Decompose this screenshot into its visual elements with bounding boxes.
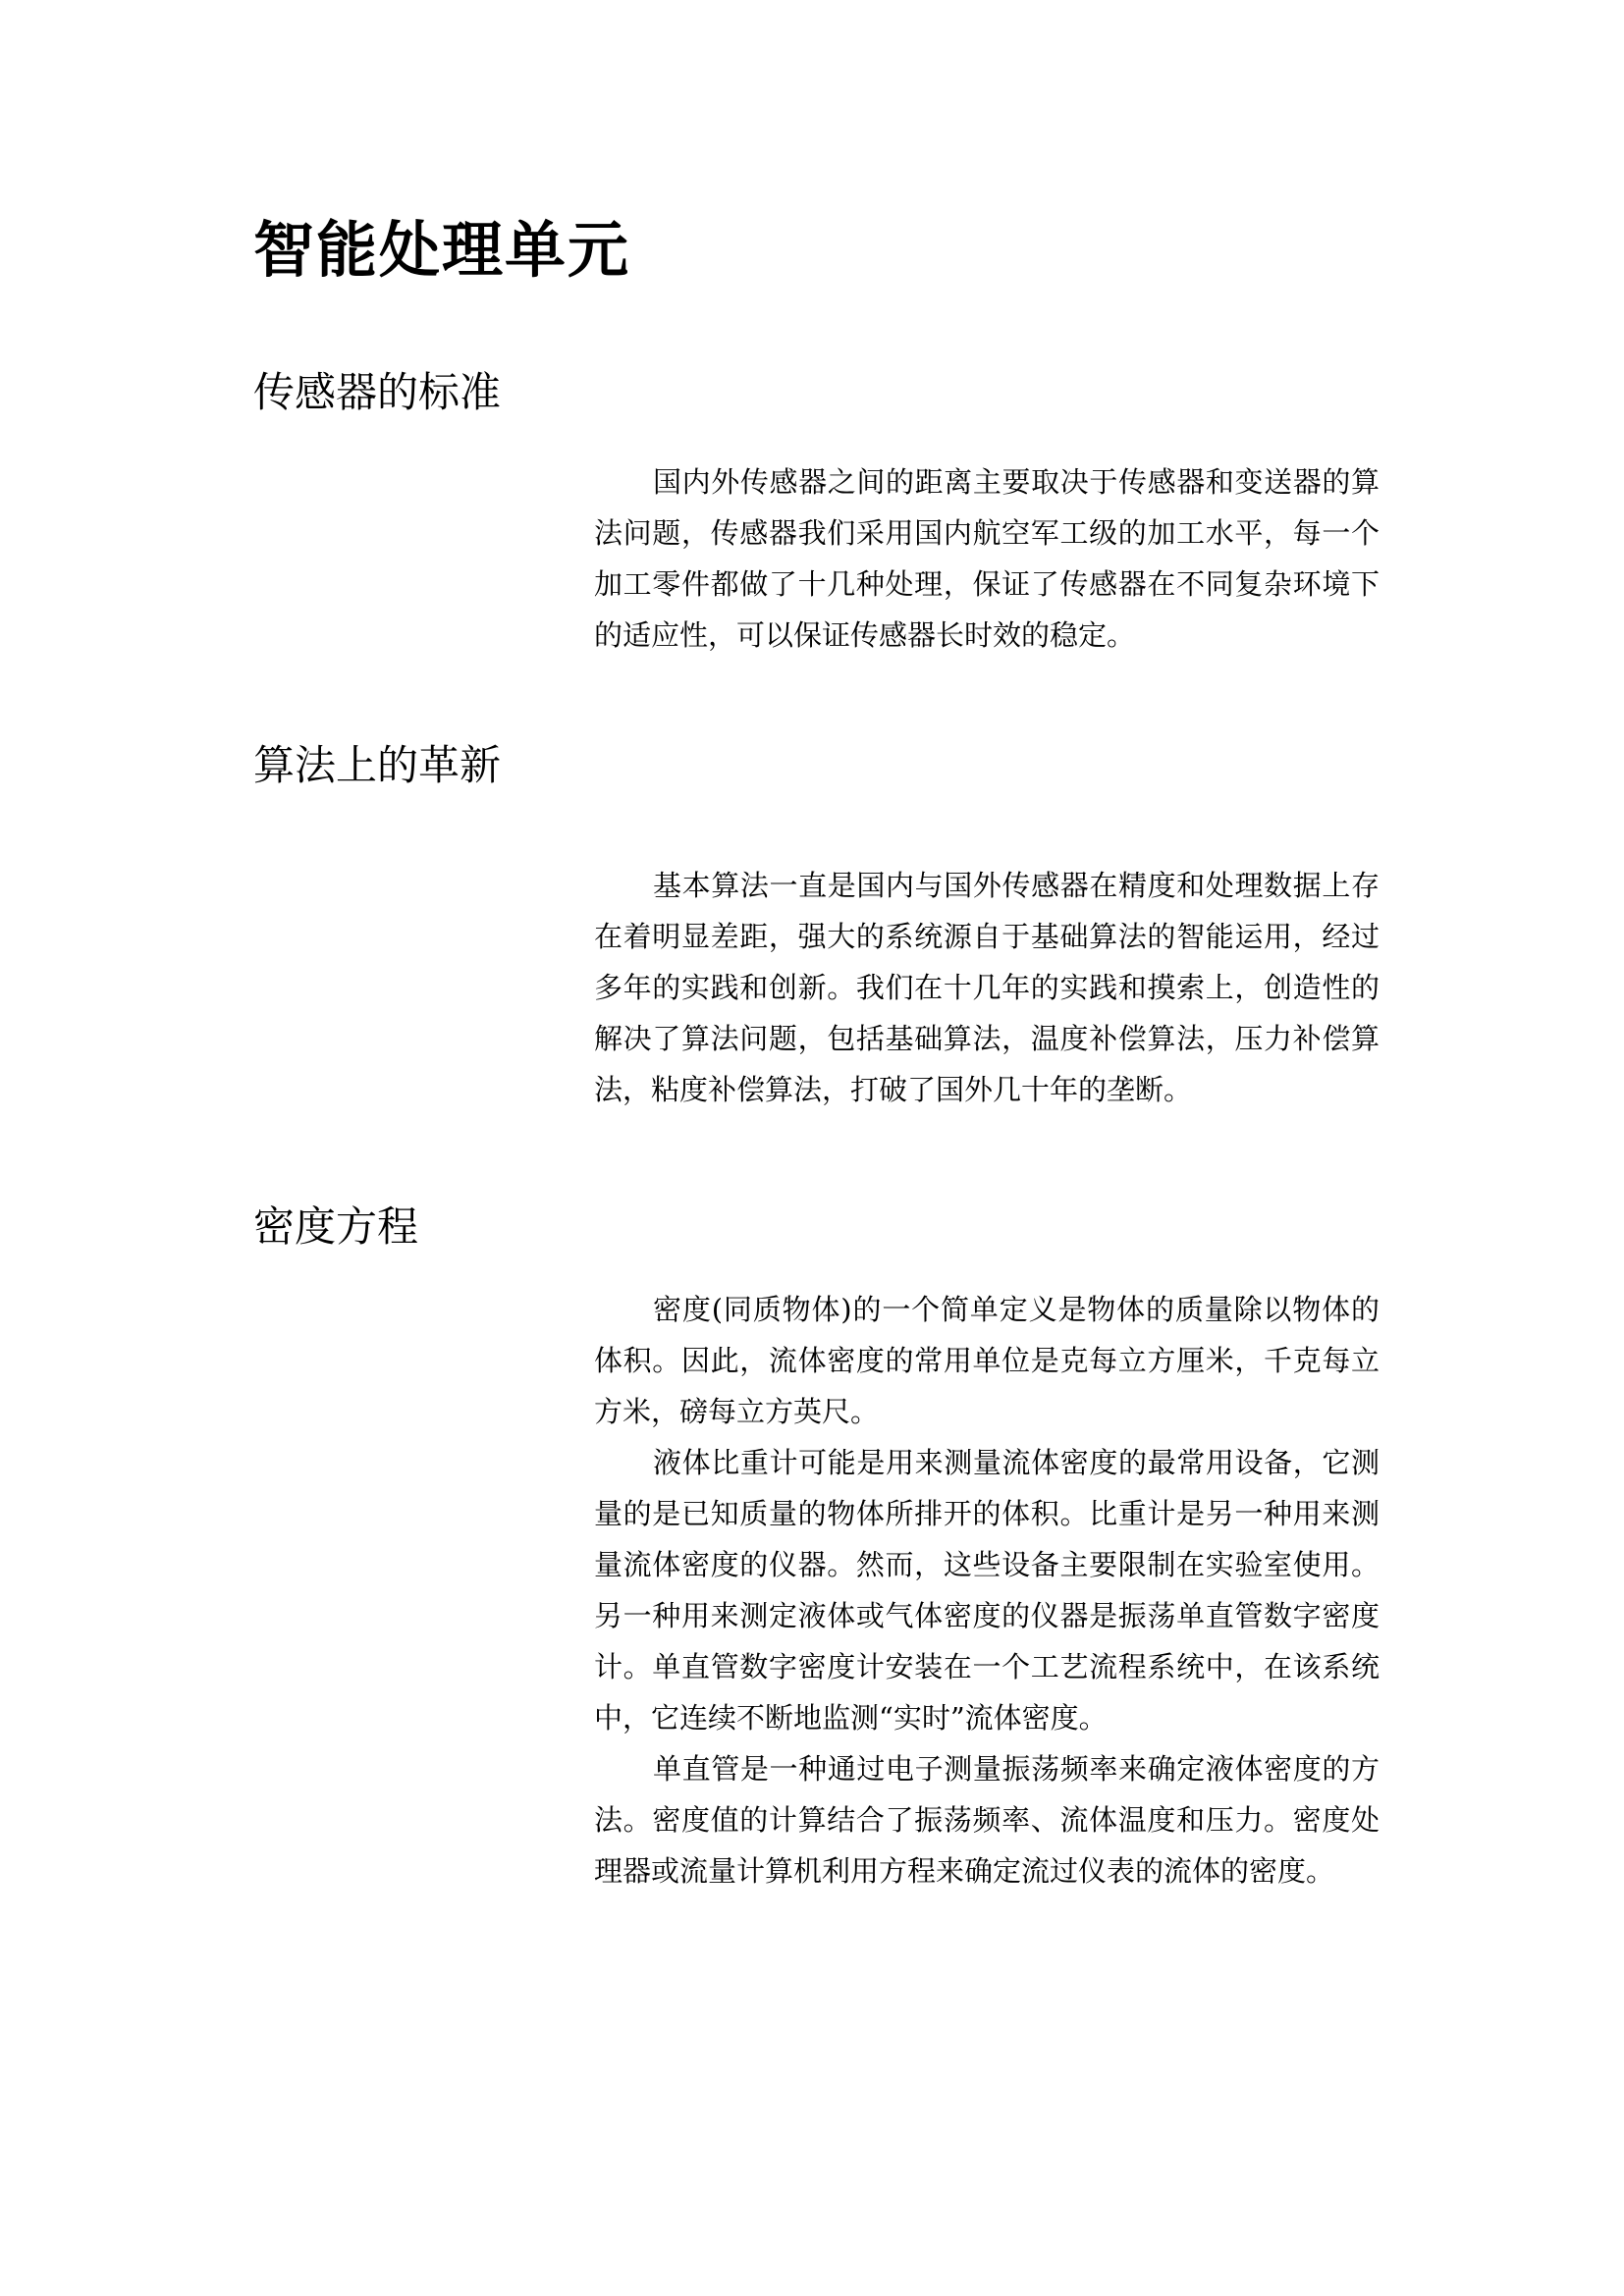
paragraph: 基本算法一直是国内与国外传感器在精度和处理数据上存在着明显差距，强大的系统源自于基础算法的智能运用，经过多年的实践和创新。我们在十几年的实践和摸索上，创造性的解决了算法问题，包括基础算法，温度补偿算法，压力补偿算法，粘度补偿算法，打破了国外几十年的垄断。 (594, 869, 1380, 1106)
paragraph: 密度(同质物体)的一个简单定义是物体的质量除以物体的体积。因此，流体密度的常用单位是克每立方厘米，千克每立方米，磅每立方英尺。 (594, 1293, 1380, 1428)
paragraph: 单直管是一种通过电子测量振荡频率来确定液体密度的方法。密度值的计算结合了振荡频率、流体温度和压力。密度处理器或流量计算机利用方程来确定流过仪表的流体的密度。 (594, 1752, 1380, 1888)
section-body-density-equation (594, 1284, 1380, 1896)
section-heading-algorithm-innovation: 算法上的革新 (253, 741, 502, 789)
page-title: 智能处理单元 (253, 214, 631, 286)
section-body-sensor-standard (594, 456, 1380, 661)
section-heading-sensor-standard: 传感器的标准 (253, 368, 502, 416)
paragraph: 液体比重计可能是用来测量流体密度的最常用设备，它测量的是已知质量的物体所排开的体积。比重计是另一种用来测量流体密度的仪器。然而，这些设备主要限制在实验室使用。另一种用来测定液体或气体密度的仪器是振荡单直管数字密度计。单直管数字密度计安装在一个工艺流程系统中，在该系统中，它连续不断地监测“实时”流体密度。 (594, 1446, 1380, 1735)
section-body-algorithm-innovation (594, 860, 1380, 1115)
paragraph: 国内外传感器之间的距离主要取决于传感器和变送器的算法问题，传感器我们采用国内航空军工级的加工水平，每一个加工零件都做了十几种处理，保证了传感器在不同复杂环境下的适应性，可以保证传感器长时效的稳定。 (594, 465, 1380, 652)
section-heading-density-equation: 密度方程 (253, 1202, 419, 1251)
